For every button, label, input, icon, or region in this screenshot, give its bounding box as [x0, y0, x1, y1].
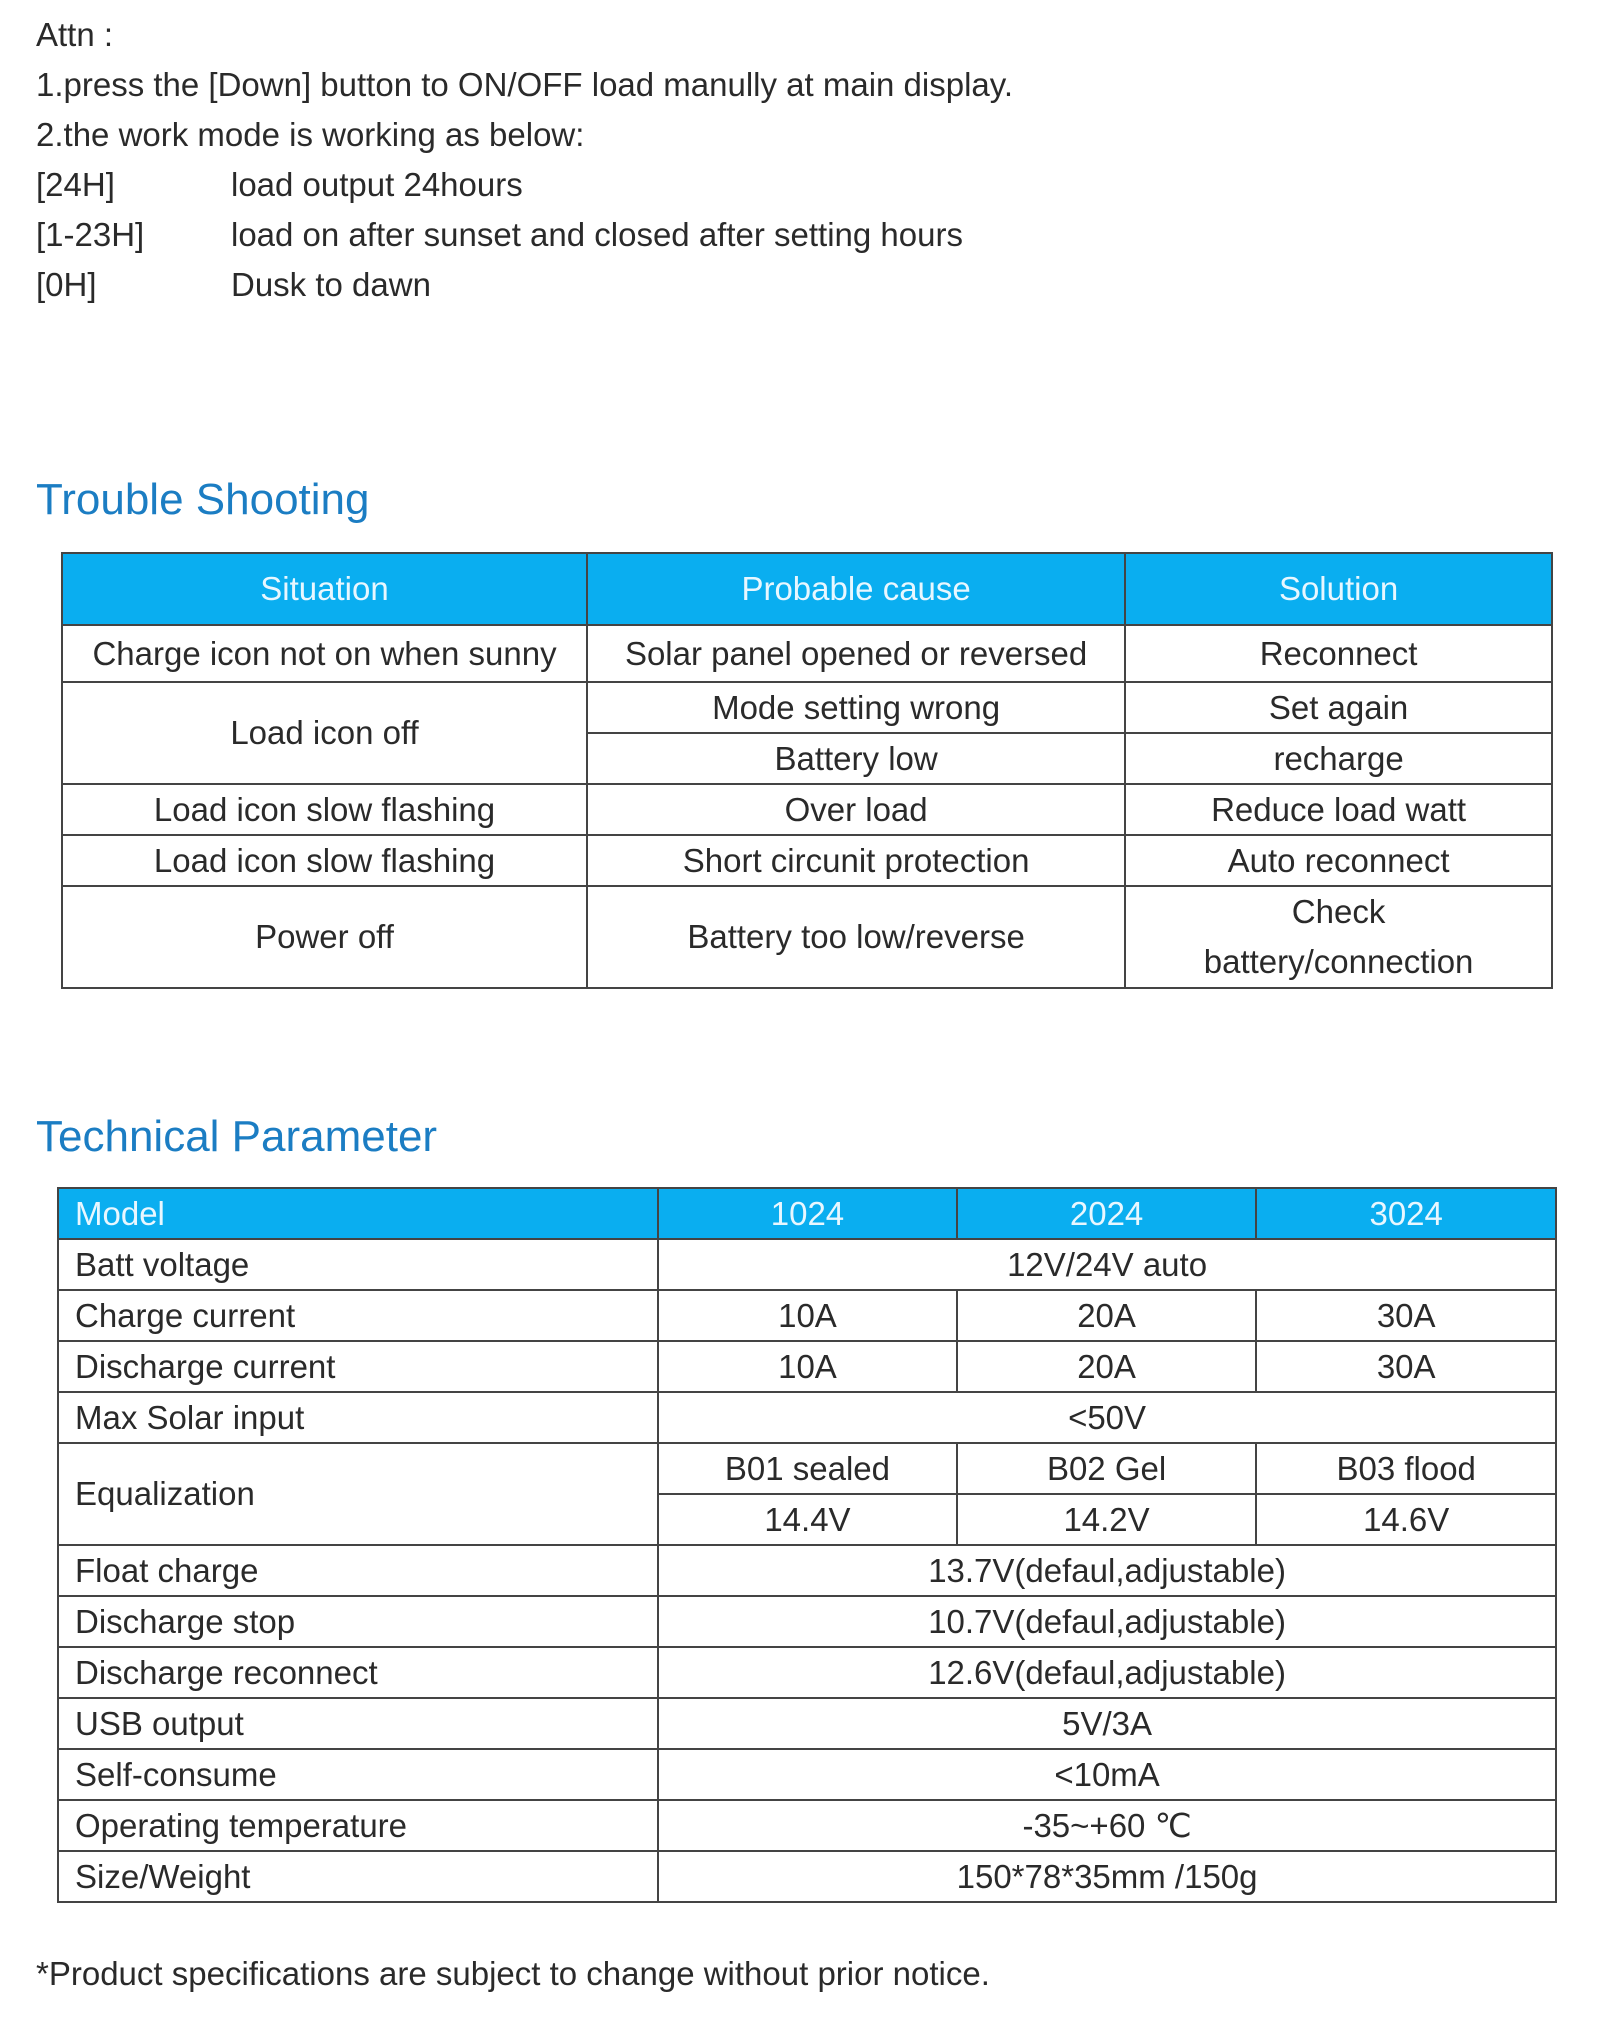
param-label: Max Solar input	[58, 1392, 658, 1443]
column-header: Probable cause	[587, 553, 1125, 625]
table-row	[58, 1392, 1556, 1443]
solution-cell: Auto reconnect	[1125, 835, 1552, 886]
situation-cell: Charge icon not on when sunny	[62, 625, 587, 682]
table-row	[62, 784, 1552, 835]
param-value: <50V	[658, 1392, 1556, 1443]
table-row	[58, 1800, 1556, 1851]
param-label: Equalization	[58, 1443, 658, 1545]
cause-cell: Mode setting wrong	[587, 682, 1125, 733]
table-row	[58, 1647, 1556, 1698]
mode-row	[36, 260, 1013, 310]
cause-cell: Solar panel opened or reversed	[587, 625, 1125, 682]
table-row	[58, 1851, 1556, 1902]
param-value: 30A	[1256, 1341, 1556, 1392]
table-row	[58, 1341, 1556, 1392]
table-row	[58, 1698, 1556, 1749]
table-row	[62, 835, 1552, 886]
situation-cell: Power off	[62, 886, 587, 988]
table-row	[58, 1443, 1556, 1494]
param-label: Discharge stop	[58, 1596, 658, 1647]
param-value: 150*78*35mm /150g	[658, 1851, 1556, 1902]
table-header-row	[58, 1188, 1556, 1239]
param-label: Batt voltage	[58, 1239, 658, 1290]
mode-desc: load output 24hours	[231, 166, 523, 203]
param-value: -35~+60 ℃	[658, 1800, 1556, 1851]
situation-cell: Load icon slow flashing	[62, 784, 587, 835]
table-row	[62, 682, 1552, 733]
situation-cell: Load icon slow flashing	[62, 835, 587, 886]
attn-notes	[36, 10, 1013, 310]
mode-code: [0H]	[36, 266, 97, 303]
table-row	[62, 886, 1552, 988]
param-value: 10A	[658, 1290, 957, 1341]
param-value: 20A	[957, 1341, 1257, 1392]
param-label: Self-consume	[58, 1749, 658, 1800]
param-value: 14.4V	[658, 1494, 957, 1545]
param-value: 10.7V(defaul,adjustable)	[658, 1596, 1556, 1647]
technical-title: Technical Parameter	[36, 1112, 438, 1161]
solution-cell: Check battery/connection	[1125, 886, 1552, 988]
cause-cell: Short circunit protection	[587, 835, 1125, 886]
attn-line-1: 1.press the [Down] button to ON/OFF load manully at main display.	[36, 66, 1013, 103]
troubleshooting-title: Trouble Shooting	[36, 475, 370, 524]
column-header: Situation	[62, 553, 587, 625]
param-value: 30A	[1256, 1290, 1556, 1341]
param-value: 14.6V	[1256, 1494, 1556, 1545]
column-header: Model	[58, 1188, 658, 1239]
param-value: 12.6V(defaul,adjustable)	[658, 1647, 1556, 1698]
situation-cell: Load icon off	[62, 682, 587, 784]
param-label: USB output	[58, 1698, 658, 1749]
param-value: 12V/24V auto	[658, 1239, 1556, 1290]
troubleshooting-table	[61, 552, 1553, 989]
param-value: B02 Gel	[957, 1443, 1257, 1494]
table-header-row	[62, 553, 1552, 625]
column-header: 1024	[658, 1188, 957, 1239]
param-value: 5V/3A	[658, 1698, 1556, 1749]
param-value: 13.7V(defaul,adjustable)	[658, 1545, 1556, 1596]
attn-title: Attn :	[36, 16, 114, 53]
mode-row	[36, 210, 1013, 260]
column-header: 3024	[1256, 1188, 1556, 1239]
param-value: B01 sealed	[658, 1443, 957, 1494]
param-label: Discharge current	[58, 1341, 658, 1392]
table-row	[62, 625, 1552, 682]
cause-cell: Over load	[587, 784, 1125, 835]
cause-cell: Battery too low/reverse	[587, 886, 1125, 988]
table-row	[58, 1749, 1556, 1800]
table-row	[58, 1596, 1556, 1647]
param-label: Float charge	[58, 1545, 658, 1596]
solution-cell: Set again	[1125, 682, 1552, 733]
param-value: <10mA	[658, 1749, 1556, 1800]
attn-line-2: 2.the work mode is working as below:	[36, 116, 585, 153]
table-row	[58, 1545, 1556, 1596]
mode-desc: Dusk to dawn	[231, 266, 431, 303]
solution-cell: recharge	[1125, 733, 1552, 784]
param-label: Discharge reconnect	[58, 1647, 658, 1698]
table-row	[58, 1290, 1556, 1341]
column-header: 2024	[957, 1188, 1257, 1239]
column-header: Solution	[1125, 553, 1552, 625]
param-label: Operating temperature	[58, 1800, 658, 1851]
mode-code: [24H]	[36, 166, 115, 203]
mode-code: [1-23H]	[36, 216, 145, 253]
param-label: Charge current	[58, 1290, 658, 1341]
param-value: 10A	[658, 1341, 957, 1392]
technical-table	[57, 1187, 1557, 1903]
param-value: B03 flood	[1256, 1443, 1556, 1494]
param-value: 20A	[957, 1290, 1257, 1341]
mode-row	[36, 160, 1013, 210]
param-label: Size/Weight	[58, 1851, 658, 1902]
param-value: 14.2V	[957, 1494, 1257, 1545]
solution-cell: Reduce load watt	[1125, 784, 1552, 835]
cause-cell: Battery low	[587, 733, 1125, 784]
mode-desc: load on after sunset and closed after setting hours	[231, 216, 963, 253]
table-row	[58, 1239, 1556, 1290]
footnote: *Product specifications are subject to change without prior notice.	[36, 1955, 990, 1992]
solution-cell: Reconnect	[1125, 625, 1552, 682]
